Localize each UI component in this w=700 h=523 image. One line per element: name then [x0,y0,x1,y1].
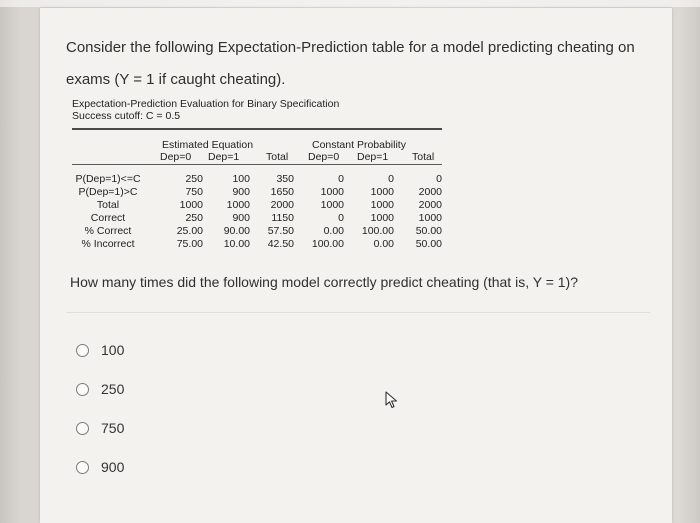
table-cell: 100.00 [311,238,344,250]
row-label: Total [96,199,120,211]
mouse-pointer-icon [385,391,399,409]
table-cell: 0.00 [373,238,394,250]
table-cell: 50.00 [415,238,442,250]
prompt-divider [66,312,650,313]
table-cell: 100.00 [361,225,394,237]
col-header-const-dep0: Dep=0 [308,151,340,163]
table-cell: 50.00 [415,225,442,237]
table-cell: 0 [388,173,394,185]
option-label: 100 [101,342,125,358]
expectation-prediction-table [72,98,442,253]
table-cell: 750 [185,186,203,198]
row-label: Correct [90,212,126,224]
table-cell: 2000 [418,199,442,211]
radio-unselected-icon[interactable] [76,422,89,435]
question-line-1: Consider the following Expectation-Prediction table for a model predicting cheating on [66,39,635,56]
table-cell: 1000 [320,199,344,211]
option-label: 750 [101,420,125,436]
table-cell: 42.50 [267,238,294,250]
table-row [72,199,442,212]
table-cell: 0.00 [323,225,344,237]
table-row [72,225,442,238]
prompt-text: How many times did the following model correctly predict cheating (that is, Y = 1)? [70,274,578,290]
table-cell: 900 [232,186,250,198]
option-label: 900 [101,459,125,475]
col-header-est-dep1: Dep=1 [208,151,240,163]
table-cell: 75.00 [176,238,203,250]
table-cell: 1650 [270,186,294,198]
table-cell: 1000 [370,212,394,224]
table-cell: 1000 [226,199,250,211]
table-header-rule [72,164,442,165]
table-row [72,212,442,225]
table-row [72,173,442,186]
row-label: P(Dep=1)>C [78,186,138,198]
page-top-edge [0,0,700,7]
option-250[interactable] [76,377,124,401]
table-cell: 57.50 [267,225,294,237]
radio-unselected-icon[interactable] [76,344,89,357]
table-row [72,238,442,251]
table-cell: 0 [436,173,442,185]
table-title: Expectation-Prediction Evaluation for Binary Specification [72,98,340,110]
table-cell: 25.00 [176,225,203,237]
table-cell: 2000 [270,199,294,211]
table-cell: 900 [232,212,250,224]
table-cell: 1000 [320,186,344,198]
table-header [72,130,442,164]
table-cell: 0 [338,212,344,224]
col-header-est-dep0: Dep=0 [160,151,192,163]
option-750[interactable] [76,416,124,440]
table-cell: 2000 [418,186,442,198]
table-cell: 1000 [370,186,394,198]
table-cell: 0 [338,173,344,185]
group-header-constant: Constant Probability [312,139,406,151]
col-header-const-dep1: Dep=1 [357,151,389,163]
table-cell: 250 [185,212,203,224]
question-text [66,32,646,96]
table-cell: 100 [232,173,250,185]
option-900[interactable] [76,455,124,479]
row-label: % Correct [84,225,132,237]
table-body [72,173,442,253]
group-header-estimated: Estimated Equation [162,139,254,151]
col-header-const-total: Total [412,151,435,163]
radio-unselected-icon[interactable] [76,383,89,396]
question-card [40,8,672,523]
row-label: % Incorrect [81,238,135,250]
table-cell: 10.00 [223,238,250,250]
question-line-2: exams (Y = 1 if caught cheating). [66,71,286,88]
radio-unselected-icon[interactable] [76,461,89,474]
option-100[interactable] [76,338,124,362]
table-cell: 250 [185,173,203,185]
table-cell: 1000 [418,212,442,224]
table-subtitle: Success cutoff: C = 0.5 [72,110,181,122]
table-cell: 1150 [271,212,294,224]
table-cell: 1000 [179,199,203,211]
table-cell: 90.00 [223,225,250,237]
table-cell: 350 [276,173,294,185]
table-cell: 1000 [370,199,394,211]
row-label: P(Dep=1)<=C [75,173,141,185]
col-header-est-total: Total [266,151,289,163]
option-label: 250 [101,381,125,397]
table-row [72,186,442,199]
